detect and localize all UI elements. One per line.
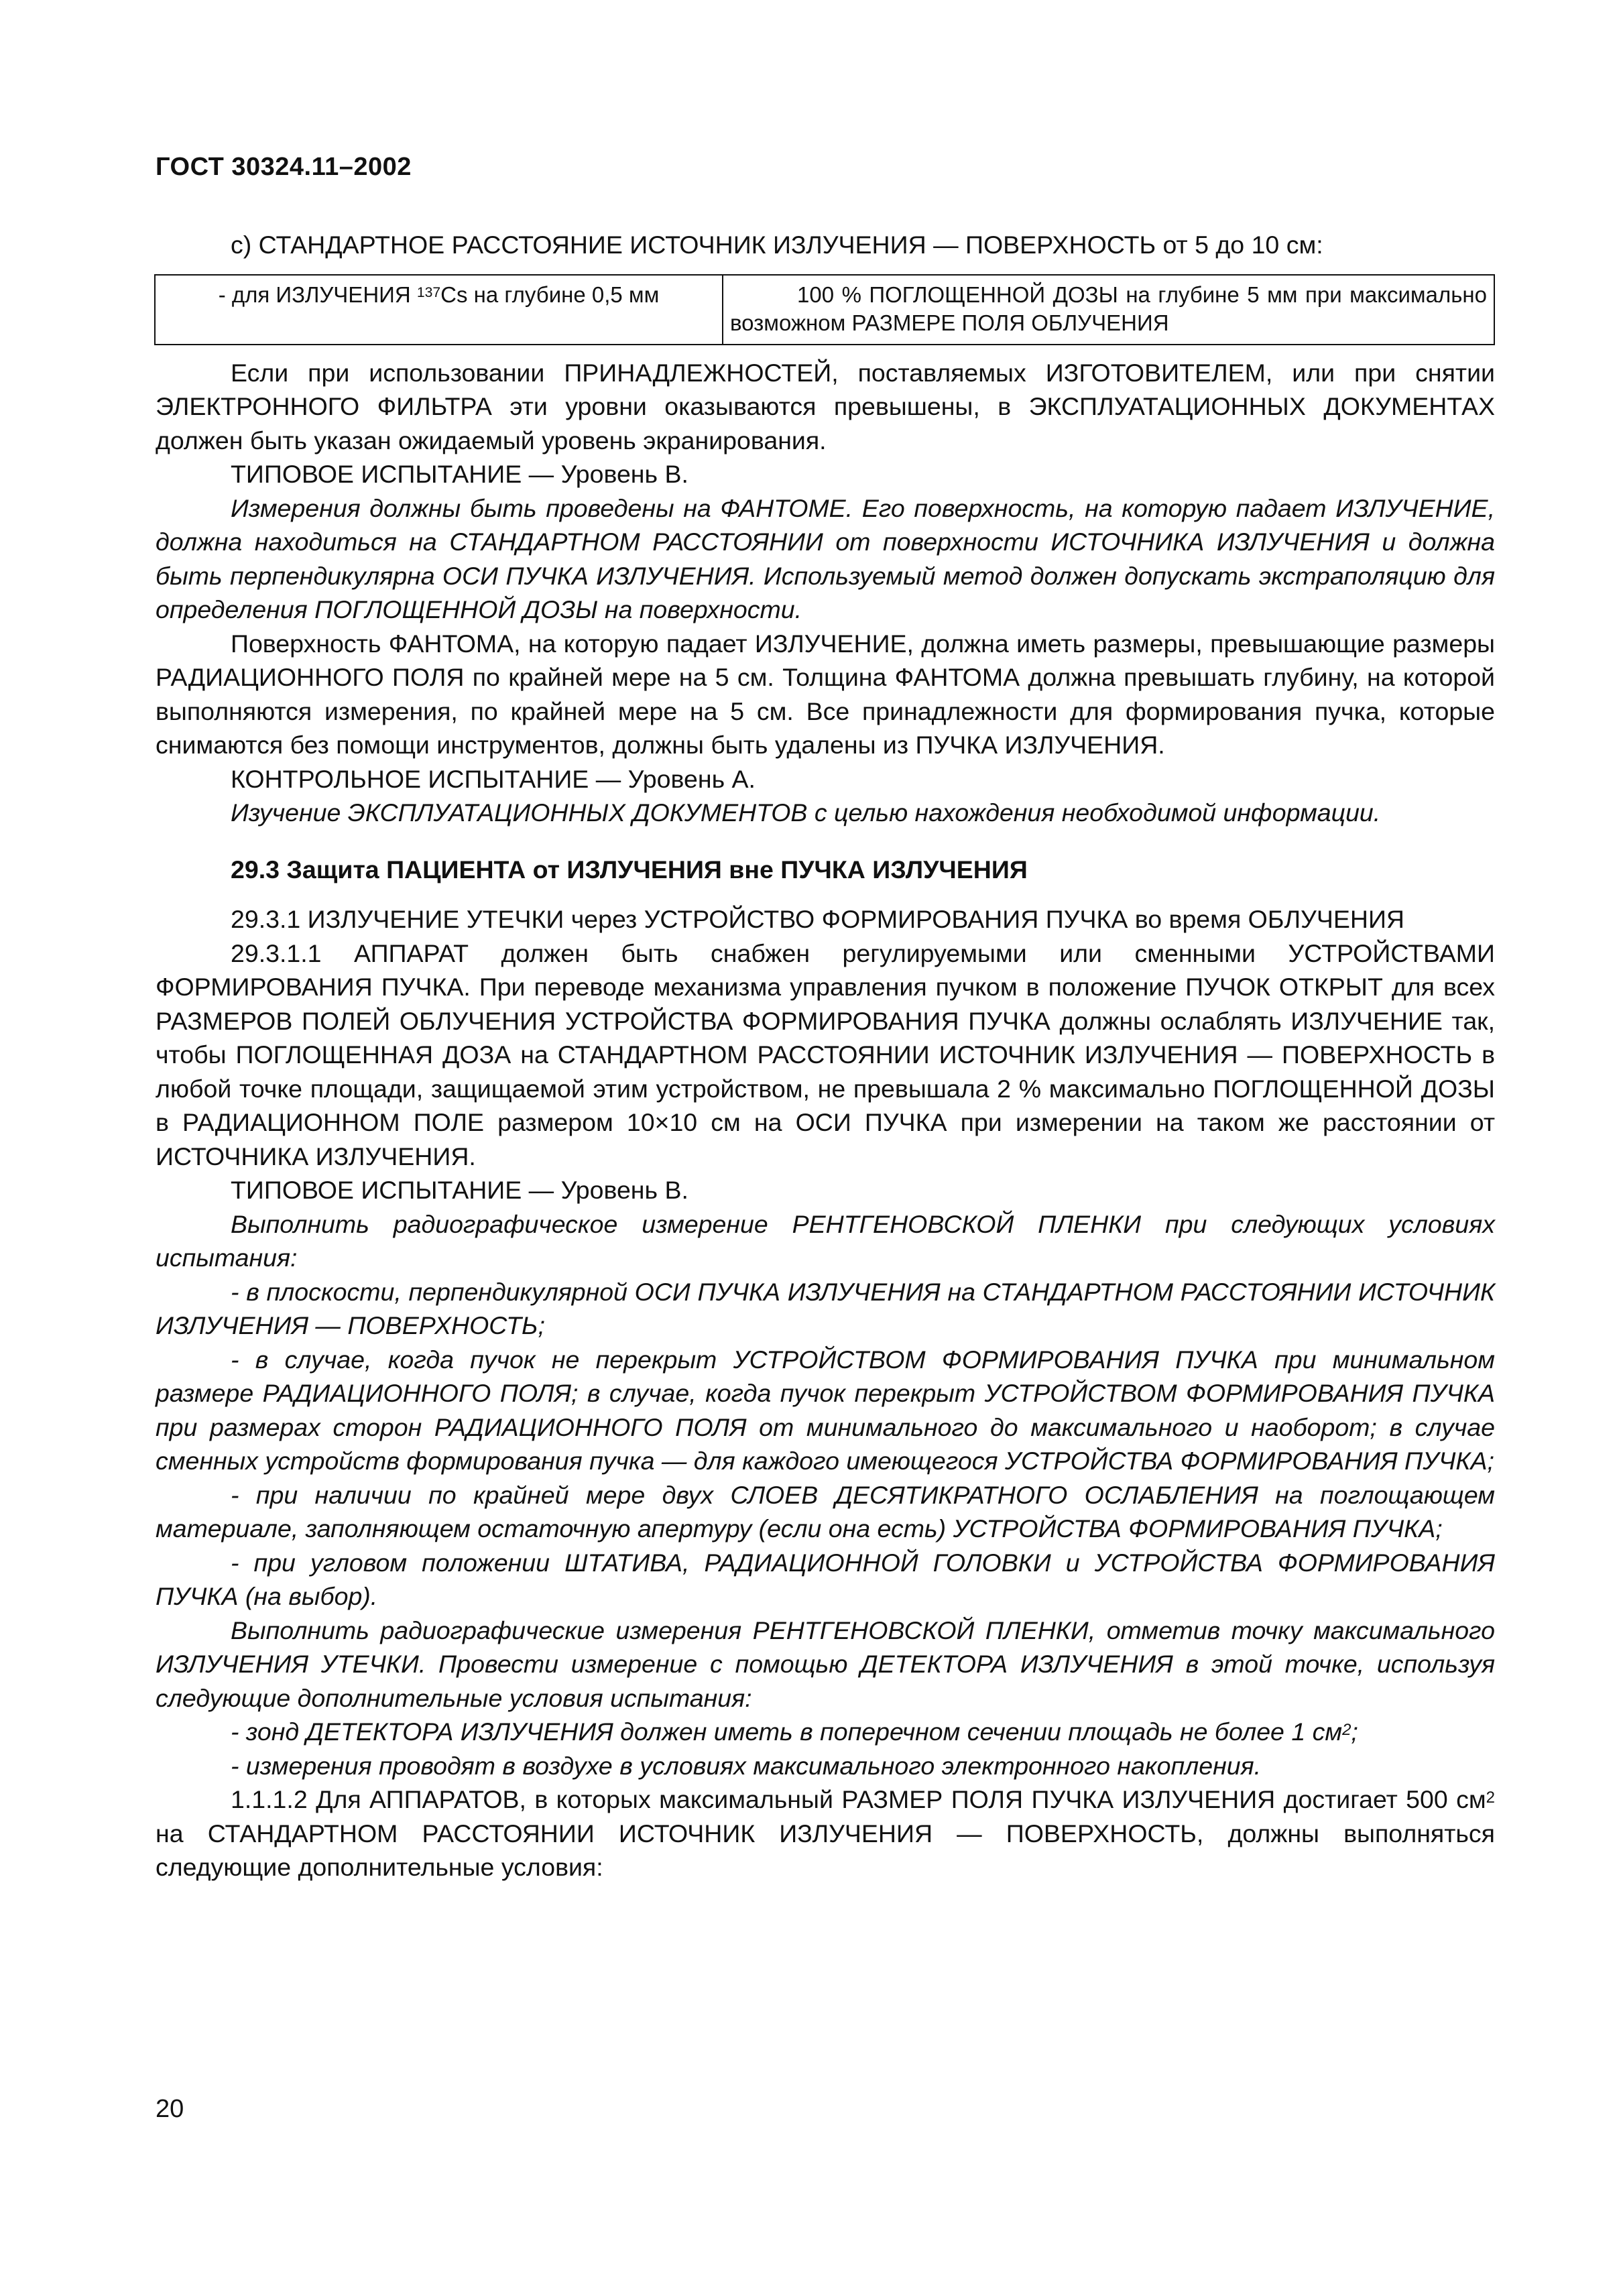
paragraph: Измерения должны быть проведены на ФАНТОМЕ. Его поверхность, на которую падает ИЗЛУЧЕНИЕ, должна находиться на СТАНДАРТНОМ РАССТОЯНИИ от поверхности ИСТОЧНИКА ИЗЛУЧЕНИЯ и должна быть перпендикулярна ОСИ ПУЧКА ИЗЛУЧЕНИЯ. Используемый метод должен допускать экстраполяцию для определения ПОГЛОЩЕННОЙ ДОЗЫ на поверхности. (156, 493, 1495, 623)
document-header: ГОСТ 30324.11–2002 (156, 153, 412, 181)
section-heading: 29.3 Защита ПАЦИЕНТА от ИЗЛУЧЕНИЯ вне ПУЧКА ИЗЛУЧЕНИЯ (231, 855, 1028, 884)
paragraph: 29.3.1 ИЗЛУЧЕНИЕ УТЕЧКИ через УСТРОЙСТВО ФОРМИРОВАНИЯ ПУЧКА во время ОБЛУЧЕНИЯ (231, 905, 1405, 933)
intro-line: с) СТАНДАРТНОЕ РАССТОЯНИЕ ИСТОЧНИК ИЗЛУЧЕНИЯ — ПОВЕРХНОСТЬ от 5 до 10 см: (231, 231, 1323, 259)
document-body (156, 228, 1495, 1884)
list-item: - в плоскости, перпендикулярной ОСИ ПУЧКА ИЗЛУЧЕНИЯ на СТАНДАРТНОМ РАССТОЯНИИ ИСТОЧНИК ИЗЛУЧЕНИЯ — ПОВЕРХНОСТЬ; (156, 1277, 1495, 1339)
list-item: - при наличии по крайней мере двух СЛОЕВ ДЕСЯТИКРАТНОГО ОСЛАБЛЕНИЯ на поглощающем материале, заполняющем остаточную апертуру (если она есть) УСТРОЙСТВА ФОРМИРОВАНИЯ ПУЧКА; (156, 1480, 1495, 1543)
paragraph: Поверхность ФАНТОМА, на которую падает ИЗЛУЧЕНИЕ, должна иметь размеры, превышающие размеры РАДИАЦИОННОГО ПОЛЯ по крайней мере на 5 см. Толщина ФАНТОМА должна превышать глубину, на которой выполняются измерения, по крайней мере на 5 см. Все принадлежности для формирования пучка, которые снимаются без помощи инструментов, должны быть удалены из ПУЧКА ИЗЛУЧЕНИЯ. (156, 629, 1495, 759)
list-item: - измерения проводят в воздухе в условиях максимального электронного накопления. (231, 1751, 1262, 1780)
paragraph: 29.3.1.1 АППАРАТ должен быть снабжен регулируемыми или сменными УСТРОЙСТВАМИ ФОРМИРОВАНИЯ ПУЧКА. При переводе механизма управления пучком в положение ПУЧОК ОТКРЫТ для всех РАЗМЕРОВ ПОЛЕЙ ОБЛУЧЕНИЯ УСТРОЙСТВА ФОРМИРОВАНИЯ ПУЧКА должны ослаблять ИЗЛУЧЕНИЕ так, чтобы ПОГЛОЩЕННАЯ ДОЗА на СТАНДАРТНОМ РАССТОЯНИИ ИСТОЧНИК ИЗЛУЧЕНИЯ — ПОВЕРХНОСТЬ в любой точке площади, защищаемой этим устройством, не превышала 2 % максимально ПОГЛОЩЕННОЙ ДОЗЫ в РАДИАЦИОННОМ ПОЛЕ размером 10×10 см на ОСИ ПУЧКА при измерении на таком же расстоянии от ИСТОЧНИКА ИЗЛУЧЕНИЯ. (156, 939, 1495, 1170)
table-row (155, 275, 1494, 345)
list-item: - в случае, когда пучок не перекрыт УСТРОЙСТВОМ ФОРМИРОВАНИЯ ПУЧКА при минимальном размере РАДИАЦИОННОГО ПОЛЯ; в случае, когда пучок перекрыт УСТРОЙСТВОМ ФОРМИРОВАНИЯ ПУЧКА при размерах сторон РАДИАЦИОННОГО ПОЛЯ от минимального до максимального и наоборот; в случае сменных устройств формирования пучка — для каждого имеющегося УСТРОЙСТВА ФОРМИРОВАНИЯ ПУЧКА; (156, 1345, 1495, 1475)
paragraph: 1.1.1.2 Для АППАРАТОВ, в которых максимальный РАЗМЕР ПОЛЯ ПУЧКА ИЗЛУЧЕНИЯ достигает 500 $см^2$ на СТАНДАРТНОМ РАССТОЯНИИ ИСТОЧНИК ИЗЛУЧЕНИЯ — ПОВЕРХНОСТЬ, должны выполняться следующие дополнительные условия: (156, 1785, 1495, 1881)
paragraph: Изучение ЭКСПЛУАТАЦИОННЫХ ДОКУМЕНТОВ с целью нахождения необходимой информации. (231, 798, 1381, 827)
table-cell-dose: 100 % ПОГЛОЩЕННОЙ ДОЗЫ на глубине 5 мм при максимально возможном РАЗМЕРЕ ПОЛЯ ОБЛУЧЕНИЯ (723, 275, 1494, 345)
paragraph: Если при использовании ПРИНАДЛЕЖНОСТЕЙ, поставляемых ИЗГОТОВИТЕЛЕМ, или при снятии ЭЛЕКТРОННОГО ФИЛЬТРА эти уровни оказываются превышены, в ЭКСПЛУАТАЦИОННЫХ ДОКУМЕНТАХ должен быть указан ожидаемый уровень экранирования. (156, 358, 1495, 455)
dose-table (154, 274, 1495, 345)
paragraph: КОНТРОЛЬНОЕ ИСПЫТАНИЕ — Уровень А. (231, 764, 756, 793)
paragraph: Выполнить радиографическое измерение РЕНТГЕНОВСКОЙ ПЛЕНКИ при следующих условиях испытания: (156, 1209, 1495, 1272)
table-cell-radiation: - для ИЗЛУЧЕНИЯ $^{137}$Cs на глубине 0,5 мм (155, 275, 723, 345)
paragraph: ТИПОВОЕ ИСПЫТАНИЕ — Уровень В. (231, 460, 688, 488)
list-item: - зонд ДЕТЕКТОРА ИЗЛУЧЕНИЯ должен иметь в поперечном сечении площадь не более 1 $см^2$; (231, 1717, 1358, 1746)
paragraph: ТИПОВОЕ ИСПЫТАНИЕ — Уровень В. (231, 1176, 688, 1204)
list-item: - при угловом положении ШТАТИВА, РАДИАЦИОННОЙ ГОЛОВКИ и УСТРОЙСТВА ФОРМИРОВАНИЯ ПУЧКА (на выбор). (156, 1548, 1495, 1610)
page-number: 20 (156, 2095, 184, 2123)
paragraph: Выполнить радиографические измерения РЕНТГЕНОВСКОЙ ПЛЕНКИ, отметив точку максимального ИЗЛУЧЕНИЯ УТЕЧКИ. Провести измерение с помощью ДЕТЕКТОРА ИЗЛУЧЕНИЯ в этой точке, используя следующие дополнительные условия испытания: (156, 1616, 1495, 1712)
